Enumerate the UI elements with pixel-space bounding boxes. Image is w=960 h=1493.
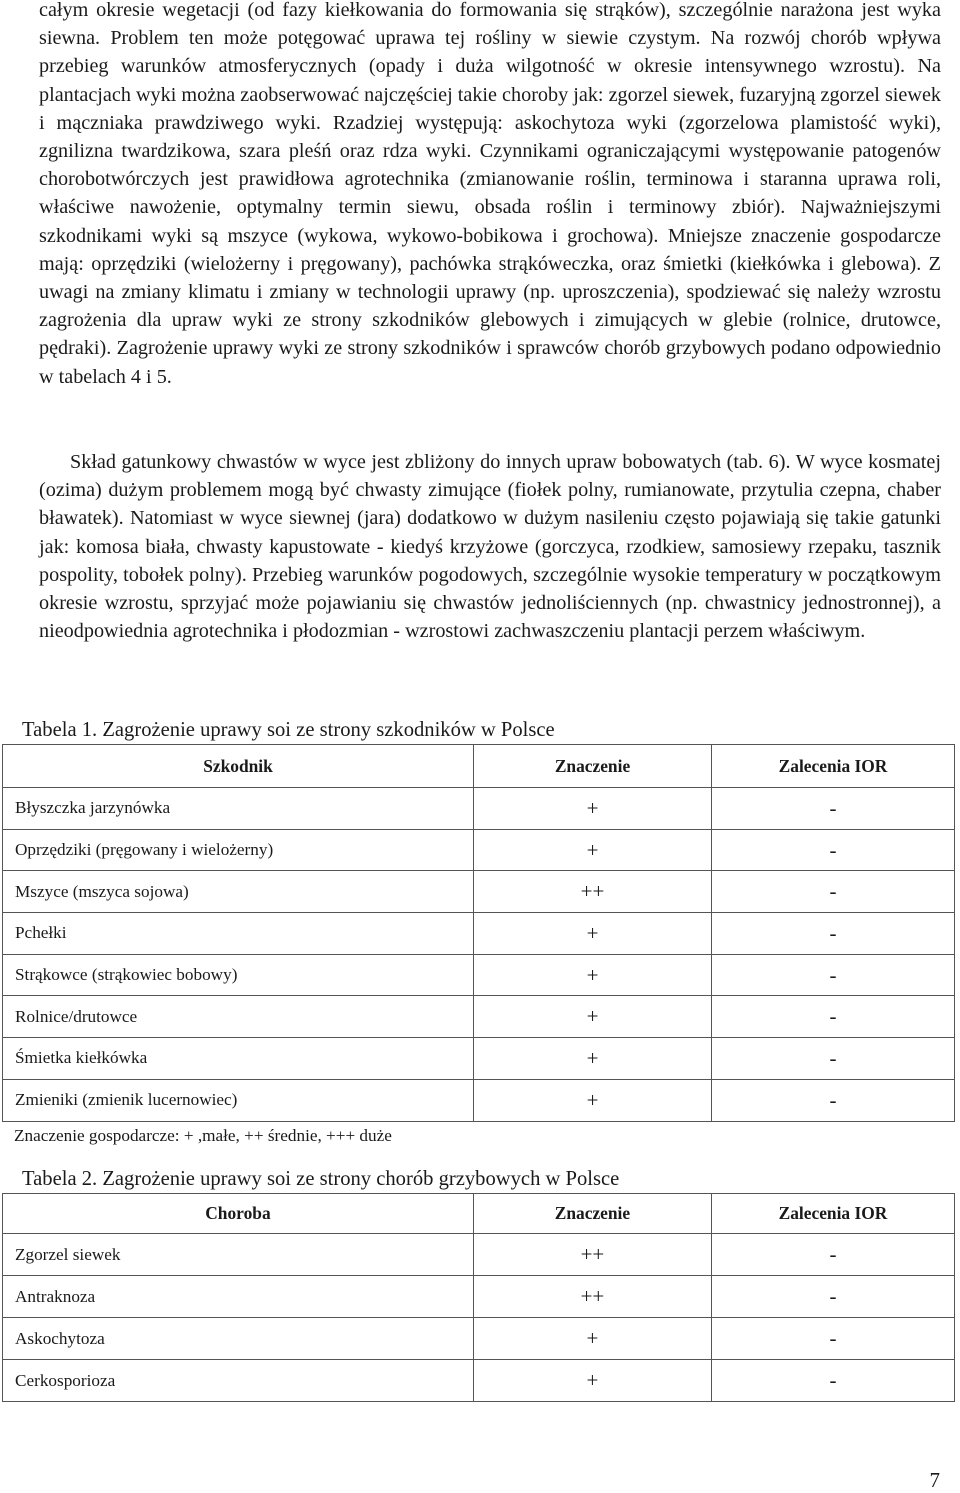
column-header-importance: Znaczenie [473,745,711,788]
importance-cell: + [473,996,711,1038]
table-row [3,913,955,955]
table-row [3,954,955,996]
column-header-recommendations: Zalecenia IOR [712,745,955,788]
recommendation-cell: - [712,788,955,830]
recommendation-cell: - [712,996,955,1038]
column-header-recommendations: Zalecenia IOR [711,1194,954,1234]
table-row [3,1276,955,1318]
recommendation-cell: - [712,829,955,871]
importance-legend: Znaczenie gospodarcze: + ,małe, ++ średnie, +++ duże [14,1126,392,1145]
column-header-disease: Choroba [3,1194,474,1234]
recommendation-cell: - [711,1234,954,1276]
recommendation-cell: - [712,913,955,955]
importance-cell: + [473,913,711,955]
table-row [3,1079,955,1121]
importance-cell: ++ [473,1234,711,1276]
table-row [3,1234,955,1276]
row-name-cell: Askochytoza [3,1318,474,1360]
importance-cell: + [473,1038,711,1080]
importance-cell: ++ [473,871,711,913]
column-header-importance: Znaczenie [473,1194,711,1234]
table-row [3,1360,955,1402]
pests-table [2,744,955,1122]
recommendation-cell: - [712,1079,955,1121]
recommendation-cell: - [712,871,955,913]
table-2-caption: Tabela 2. Zagrożenie uprawy soi ze strony chorób grzybowych w Polsce [22,1168,620,1190]
table-header-row [3,745,955,788]
importance-cell: + [473,954,711,996]
row-name-cell: Pchełki [3,913,474,955]
row-name-cell: Rolnice/drutowce [3,996,474,1038]
table-row [3,871,955,913]
body-paragraph-2: Skład gatunkowy chwastów w wyce jest zbliżony do innych upraw bobowatych (tab. 6). W wyce kosmatej (ozima) dużym problemem mogą być chwasty zimujące (fiołek polny, rumianowate, przytulia czepna, chaber bławatek). Natomiast w wyce siewnej (jara) dodatkowo w dużym nasileniu często pojawiają się takie gatunki jak: komosa biała, chwasty kapustowate - kiedyś krzyżowe (gorczyca, rzodkiew, samosiewy rzepaku, tasznik pospolity, tobołek polny). Przebieg warunków pogodowych, szczególnie wysokie temperatury w początkowym okresie wzrostu, sprzyjać może pojawianiu się chwastów jednoliściennych (np. chwastnicy jednostronnej), a nieodpowiednia agrotechnika i płodozmian - wzrostowi zachwaszczeniu plantacji perzem właściwym. [39,451,941,643]
table-row [3,829,955,871]
recommendation-cell: - [712,954,955,996]
table-row [3,996,955,1038]
table-header-row [3,1194,955,1234]
body-paragraph-1: całym okresie wegetacji (od fazy kiełkowania do formowania się strąków), szczególnie narażona jest wyka siewna. Problem ten może potęgować uprawa tej rośliny w siewie czystym. Na rozwój chorób wpływa przebieg warunków atmosferycznych (opady i duża wilgotność w okresie intensywnego wzrostu). Na plantacjach wyki można zaobserwować najczęściej takie choroby jak: zgorzel siewek, fuzaryjną zgorzel siewek i mączniaka prawdziwego wyki. Rzadziej występują: askochytoza wyki (zgorzelowa plamistość wyki), zgnilizna twardzikowa, szara pleśń oraz rdza wyki. Czynnikami ograniczającymi występowanie patogenów chorobotwórczych jest prawidłowa agrotechnika (zmianowanie roślin, terminowa i staranna uprawa roli, właściwe nawożenie, optymalny termin siewu, obsada roślin i terminowy zbiór). Najważniejszymi szkodnikami wyki są mszyce (wykowa, wykowo-bobikowa i grochowa). Mniejsze znaczenie gospodarcze mają: oprzędziki (wielożerny i pręgowany), pachówka strąkóweczka, oraz śmietki (kiełkówka i glebowa). Z uwagi na zmiany klimatu i zmiany w technologii uprawy (np. uproszczenia), spodziewać się należy wzrostu zagrożenia dla upraw wyki ze strony szkodników glebowych i zimujących w glebie (rolnice, drutowce, pędraki). Zagrożenie uprawy wyki ze strony szkodników i sprawców chorób grzybowych podano odpowiednio w tabelach 4 i 5. [39,0,941,388]
row-name-cell: Cerkosporioza [3,1360,474,1402]
row-name-cell: Oprzędziki (pręgowany i wielożerny) [3,829,474,871]
column-header-pest: Szkodnik [3,745,474,788]
recommendation-cell: - [711,1360,954,1402]
row-name-cell: Strąkowce (strąkowiec bobowy) [3,954,474,996]
page-number: 7 [929,1468,940,1492]
row-name-cell: Błyszczka jarzynówka [3,788,474,830]
recommendation-cell: - [711,1318,954,1360]
importance-cell: ++ [473,1276,711,1318]
table-row [3,1038,955,1080]
table-1-caption: Tabela 1. Zagrożenie uprawy soi ze strony szkodników w Polsce [22,719,555,741]
row-name-cell: Antraknoza [3,1276,474,1318]
diseases-table [2,1193,955,1402]
table-row [3,1318,955,1360]
recommendation-cell: - [711,1276,954,1318]
table-row [3,788,955,830]
importance-cell: + [473,788,711,830]
importance-cell: + [473,1318,711,1360]
row-name-cell: Mszyce (mszyca sojowa) [3,871,474,913]
importance-cell: + [473,1360,711,1402]
row-name-cell: Zgorzel siewek [3,1234,474,1276]
row-name-cell: Śmietka kiełkówka [3,1038,474,1080]
importance-cell: + [473,829,711,871]
recommendation-cell: - [712,1038,955,1080]
importance-cell: + [473,1079,711,1121]
row-name-cell: Zmieniki (zmienik lucernowiec) [3,1079,474,1121]
